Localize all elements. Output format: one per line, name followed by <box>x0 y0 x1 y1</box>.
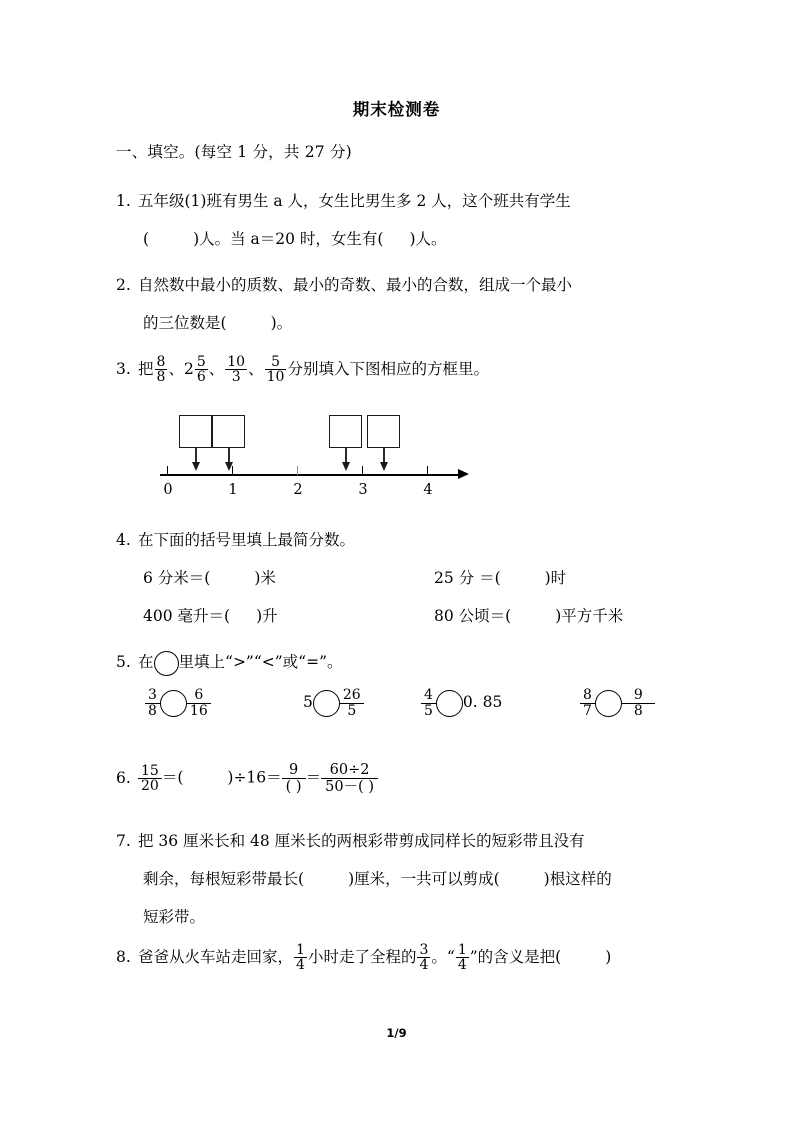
compare-3-right-decimal: 0. 85 <box>462 693 503 712</box>
number-line-answer-box-2[interactable] <box>212 415 245 448</box>
question-3-whole-2: 2 <box>183 360 194 378</box>
fraction-26-over-5: $\frac{26}{5}$ <box>340 688 364 718</box>
fraction-5-over-6: $\frac{5}{6}$ <box>196 353 206 386</box>
fraction-8-over-8: $\frac{8}{8}$ <box>156 353 166 386</box>
question-2-line-2 <box>143 304 292 342</box>
question-6-eq-1[interactable]: ＝( <box>161 768 184 787</box>
question-8-text-2: 小时走了全程的 <box>307 948 417 966</box>
question-8-text-4[interactable]: ”的含义是把( <box>469 948 562 966</box>
question-4-item-4 <box>434 597 623 635</box>
question-6-eq-2[interactable]: )÷16＝ <box>227 768 282 787</box>
question-4-item-3-right: )升 <box>256 607 278 625</box>
question-5-number: 5. <box>116 653 131 671</box>
number-line-label-0: 0 <box>163 482 173 498</box>
fraction-6-over-16: $\frac{6}{16}$ <box>187 688 211 718</box>
question-7-blank-1-open[interactable]: 剩余，每根短彩带最长( <box>143 870 305 888</box>
question-5-comparison-1 <box>145 688 211 718</box>
section-heading-fill-in-blank: 一、填空。(每空 1 分，共 27 分) <box>116 143 352 161</box>
question-3-sep-2: 、 <box>208 360 225 378</box>
question-7-blank-1-close[interactable]: )厘米，一共可以剪成( <box>348 870 500 888</box>
question-5-comparison-3 <box>421 688 502 718</box>
question-4-item-2 <box>434 559 566 597</box>
number-line-figure <box>150 412 480 504</box>
fraction-1-over-4-second: $\frac{1}{4}$ <box>457 941 467 974</box>
question-5-comparison-2 <box>303 688 364 718</box>
number-line-answer-box-4[interactable] <box>367 415 400 448</box>
question-3-suffix: 分别填入下图相应的方框里。 <box>287 360 489 378</box>
compare-circle-3[interactable] <box>436 690 463 717</box>
number-line-answer-box-1[interactable] <box>179 415 212 448</box>
question-5-prefix: 在 <box>138 653 154 671</box>
question-6 <box>116 762 378 795</box>
fraction-8-over-7: $\frac{8}{7}$ <box>580 688 595 718</box>
question-6-number: 6. <box>116 768 131 787</box>
question-1-blank-1-close[interactable]: )人。当 a＝20 时，女生有( <box>193 230 384 248</box>
compare-circle-prompt[interactable] <box>154 651 179 676</box>
question-3-line-1 <box>116 350 489 388</box>
question-4-item-1-left[interactable]: 6 分米＝( <box>143 569 211 587</box>
number-line-tick-4 <box>427 466 428 475</box>
question-4-line-1 <box>116 521 355 559</box>
number-line-label-1: 1 <box>228 482 238 498</box>
number-line-axis <box>160 474 460 476</box>
question-4-item-2-left[interactable]: 25 分 ＝( <box>434 569 501 587</box>
question-5-comparison-4 <box>580 688 655 718</box>
question-7-line-3 <box>143 898 205 936</box>
number-line-label-3: 3 <box>358 482 368 498</box>
fraction-10-over-3: $\frac{10}{3}$ <box>227 353 246 386</box>
question-2-blank-open[interactable]: 的三位数是( <box>143 314 227 332</box>
number-line-answer-box-3[interactable] <box>329 415 362 448</box>
fraction-9-over-blank[interactable]: 9 ( ) <box>282 762 306 795</box>
question-8-text-1: 爸爸从火车站走回家， <box>138 948 294 966</box>
number-line-label-2: 2 <box>293 482 303 498</box>
number-line-pointer-arrow-1 <box>192 462 200 471</box>
question-7-number: 7. <box>116 832 131 850</box>
fraction-60div2-over-50minus-blank[interactable]: $\frac{60\div 2}{50-( )}$ <box>321 762 378 795</box>
fraction-4-over-5: $\frac{4}{5}$ <box>421 688 436 718</box>
fraction-15-over-20: $\frac{15}{20}$ <box>138 764 162 794</box>
compare-2-left-whole: 5 <box>303 693 313 712</box>
question-8 <box>116 942 611 973</box>
question-2-text: 自然数中最小的质数、最小的奇数、最小的合数，组成一个最小 <box>138 276 573 294</box>
question-7-text: 把 36 厘米长和 48 厘米长的两根彩带剪成同样长的短彩带且没有 <box>138 832 585 850</box>
question-4-item-4-left[interactable]: 80 公顷＝( <box>434 607 512 625</box>
question-3-sep-1: 、 <box>168 360 184 378</box>
number-line-tick-2 <box>297 466 298 475</box>
fraction-5-over-10: $\frac{5}{10}$ <box>266 353 285 386</box>
question-5-suffix: 里填上“>”“<”或“=”。 <box>178 653 343 671</box>
question-6-eq-3: ＝ <box>305 768 322 787</box>
number-line-pointer-arrow-4 <box>380 462 388 471</box>
compare-circle-4[interactable] <box>595 690 622 717</box>
fraction-3-over-4: $\frac{3}{4}$ <box>419 941 429 974</box>
question-5-line-1 <box>116 646 343 678</box>
question-3-sep-3: 、 <box>248 360 264 378</box>
question-4-item-3-left[interactable]: 400 毫升＝( <box>143 607 231 625</box>
question-3-prefix: 把 <box>138 360 154 378</box>
question-1-line-2 <box>143 220 447 258</box>
question-2-line-1 <box>116 266 572 304</box>
fraction-1-over-4-first: $\frac{1}{4}$ <box>296 941 305 974</box>
question-4-item-1 <box>143 559 276 597</box>
question-4-item-3 <box>143 597 278 635</box>
number-line-tick-0 <box>167 466 168 475</box>
question-4-item-1-right: )米 <box>254 569 276 587</box>
question-8-text-3: 。“ <box>431 948 455 966</box>
question-8-text-5[interactable]: ) <box>605 948 612 966</box>
question-2-blank-close[interactable]: )。 <box>270 314 293 332</box>
question-1-text: 五年级(1)班有男生 a 人，女生比男生多 2 人，这个班共有学生 <box>138 192 571 210</box>
question-7-line-2 <box>143 860 612 898</box>
number-line-pointer-arrow-2 <box>225 462 233 471</box>
number-line-arrowhead-icon <box>458 469 469 479</box>
number-line-label-4: 4 <box>423 482 433 498</box>
compare-circle-1[interactable] <box>160 690 187 717</box>
fraction-9-over-8: $\frac{9}{8}$ <box>622 688 655 718</box>
question-1-blank-1-open[interactable]: ( <box>143 230 150 248</box>
question-7-line-1 <box>116 822 585 860</box>
question-1-line-1 <box>116 182 571 220</box>
question-8-number: 8. <box>116 948 131 966</box>
page-number-footer: 1/9 <box>386 1026 407 1040</box>
page-title: 期末检测卷 <box>352 100 441 119</box>
question-7-text-end: 短彩带。 <box>143 908 206 926</box>
compare-circle-2[interactable] <box>313 690 340 717</box>
number-line-tick-3 <box>362 466 363 475</box>
question-2-number: 2. <box>116 276 131 294</box>
fraction-3-over-8: $\frac{3}{8}$ <box>145 688 160 718</box>
question-4-number: 4. <box>116 531 131 549</box>
question-3-number: 3. <box>116 360 131 378</box>
question-7-blank-2-close[interactable]: )根这样的 <box>543 870 612 888</box>
question-4-item-2-right: )时 <box>544 569 567 587</box>
question-4-text: 在下面的括号里填上最简分数。 <box>138 531 356 549</box>
question-4-item-4-right: )平方千米 <box>555 607 624 625</box>
question-1-number: 1. <box>116 192 131 210</box>
number-line-pointer-arrow-3 <box>342 462 350 471</box>
question-1-blank-2-close[interactable]: )人。 <box>409 230 447 248</box>
